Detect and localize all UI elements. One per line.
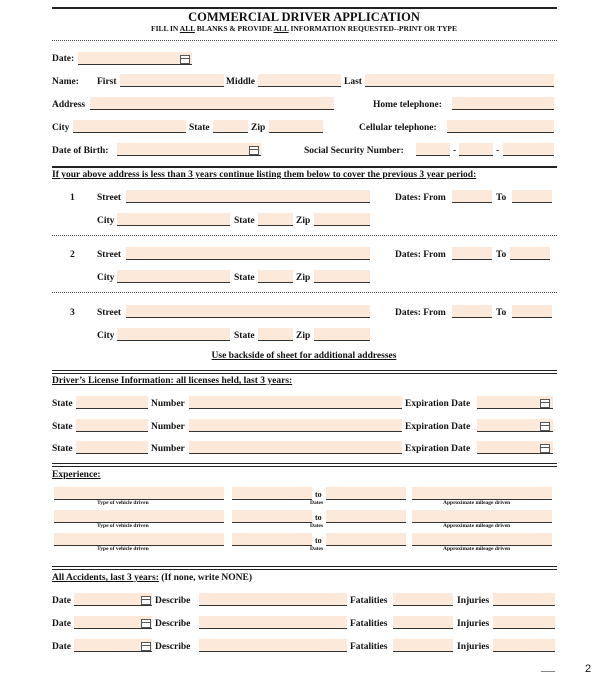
- describe-label: Describe: [155, 642, 191, 652]
- dates-from-field[interactable]: [452, 190, 492, 203]
- calendar-icon[interactable]: [249, 146, 259, 155]
- license-state-field[interactable]: [76, 396, 148, 409]
- to-label: To: [496, 193, 507, 203]
- subtitle-post: INFORMATION REQUESTED--PRINT OR TYPE: [288, 24, 457, 33]
- section-rule: [52, 166, 557, 168]
- injuries-field[interactable]: [493, 616, 555, 629]
- fatalities-label: Fatalities: [350, 619, 388, 629]
- entry-number: 1: [70, 193, 75, 203]
- mileage-caption: Approximate mileage driven: [443, 546, 511, 552]
- middle-label: Middle: [226, 77, 256, 87]
- dates-to-field[interactable]: [510, 247, 550, 260]
- describe-label: Describe: [155, 596, 191, 606]
- vehicle-type-caption: Type of vehicle driven: [97, 500, 149, 506]
- to-label: to: [315, 490, 322, 499]
- dates-from-label: Dates: From: [395, 308, 446, 318]
- to-label: to: [315, 513, 322, 522]
- cellular-telephone-field[interactable]: [447, 120, 554, 133]
- dob-field[interactable]: [117, 143, 261, 156]
- street-label: Street: [97, 250, 122, 260]
- describe-field[interactable]: [199, 639, 347, 652]
- address-field[interactable]: [90, 97, 334, 110]
- state-label: State: [234, 216, 255, 226]
- describe-field[interactable]: [199, 593, 347, 606]
- dates-to-field[interactable]: [512, 190, 552, 203]
- middle-name-field[interactable]: [258, 74, 341, 87]
- dates-from-field[interactable]: [452, 305, 492, 318]
- calendar-icon[interactable]: [141, 642, 151, 651]
- section-rule: [52, 463, 557, 464]
- accident-date-label: Date: [52, 619, 71, 629]
- state-field[interactable]: [258, 213, 293, 226]
- accident-date-label: Date: [52, 642, 71, 652]
- state-label: State: [234, 331, 255, 341]
- last-label: Last: [344, 77, 362, 87]
- injuries-label: Injuries: [457, 596, 490, 606]
- licenses-heading: Driver’s License Information: all licenses held, last 3 years:: [52, 376, 293, 386]
- first-name-field[interactable]: [120, 74, 224, 87]
- street-field[interactable]: [126, 247, 370, 260]
- top-rule: [52, 7, 557, 9]
- dates-to-field[interactable]: [326, 533, 406, 546]
- ssn-part-1-field[interactable]: [416, 143, 450, 156]
- subtitle-all-1: ALL: [179, 24, 195, 33]
- cellular-telephone-label: Cellular telephone:: [359, 123, 437, 133]
- subtitle-pre: FILL IN: [151, 24, 180, 33]
- last-name-field[interactable]: [365, 74, 554, 87]
- section-rule: [52, 566, 557, 567]
- fatalities-field[interactable]: [393, 639, 453, 652]
- license-number-label: Number: [151, 422, 185, 432]
- describe-label: Describe: [155, 619, 191, 629]
- ssn-separator: -: [453, 146, 457, 156]
- city-label: City: [97, 331, 115, 341]
- license-number-field[interactable]: [189, 396, 402, 409]
- section-rule: [52, 373, 557, 374]
- accidents-heading-note: (If none, write NONE): [158, 573, 253, 583]
- fatalities-label: Fatalities: [350, 596, 388, 606]
- dates-to-field[interactable]: [326, 487, 406, 500]
- injuries-label: Injuries: [457, 619, 490, 629]
- dates-from-field[interactable]: [452, 247, 492, 260]
- dates-to-field[interactable]: [512, 305, 552, 318]
- vehicle-type-field[interactable]: [54, 533, 224, 546]
- street-field[interactable]: [126, 305, 370, 318]
- city-field[interactable]: [117, 328, 230, 341]
- entry-divider: [52, 292, 557, 293]
- fatalities-field[interactable]: [393, 593, 453, 606]
- form-title: COMMERCIAL DRIVER APPLICATION: [188, 10, 420, 24]
- mileage-field[interactable]: [412, 487, 552, 500]
- calendar-icon[interactable]: [540, 422, 550, 431]
- street-label: Street: [97, 193, 122, 203]
- state-label: State: [234, 273, 255, 283]
- dates-from-field[interactable]: [232, 533, 312, 546]
- expiration-date-label: Expiration Date: [405, 444, 471, 454]
- ssn-part-3-field[interactable]: [503, 143, 554, 156]
- backside-note: Use backside of sheet for additional addresses: [211, 351, 397, 361]
- dates-from-label: Dates: From: [395, 250, 446, 260]
- experience-heading: Experience:: [52, 470, 101, 480]
- subtitle-mid: BLANKS & PROVIDE: [194, 24, 274, 33]
- zip-field[interactable]: [314, 213, 370, 226]
- vehicle-type-field[interactable]: [54, 487, 224, 500]
- first-label: First: [97, 77, 117, 87]
- state-field[interactable]: [258, 270, 293, 283]
- calendar-icon[interactable]: [180, 55, 190, 64]
- injuries-label: Injuries: [457, 642, 490, 652]
- city-label: City: [52, 123, 70, 133]
- zip-field[interactable]: [269, 120, 323, 133]
- to-label: to: [315, 536, 322, 545]
- zip-label: Zip: [296, 216, 311, 226]
- vehicle-type-caption: Type of vehicle driven: [97, 546, 149, 552]
- license-number-field[interactable]: [189, 419, 402, 432]
- dates-from-label: Dates: From: [395, 193, 446, 203]
- vehicle-type-field[interactable]: [54, 510, 224, 523]
- state-field[interactable]: [258, 328, 293, 341]
- dob-label: Date of Birth:: [52, 146, 109, 156]
- license-number-label: Number: [151, 444, 185, 454]
- to-label: To: [496, 308, 507, 318]
- ssn-label: Social Security Number:: [304, 146, 404, 156]
- city-label: City: [97, 216, 115, 226]
- license-number-label: Number: [151, 399, 185, 409]
- vehicle-type-caption: Type of vehicle driven: [97, 523, 149, 529]
- form-subtitle: [0, 24, 608, 33]
- dates-to-field[interactable]: [326, 510, 406, 523]
- home-telephone-label: Home telephone:: [373, 100, 442, 110]
- state-label: State: [189, 123, 210, 133]
- section-rule: [52, 569, 557, 570]
- entry-divider: [52, 235, 557, 236]
- ssn-separator: -: [496, 146, 500, 156]
- header-divider: [52, 40, 557, 41]
- to-label: To: [496, 250, 507, 260]
- name-label: Name:: [52, 77, 79, 87]
- license-state-label: State: [52, 444, 73, 454]
- injuries-field[interactable]: [493, 593, 555, 606]
- city-field[interactable]: [73, 120, 186, 133]
- street-label: Street: [97, 308, 122, 318]
- mileage-caption: Approximate mileage driven: [443, 523, 511, 529]
- expiration-date-label: Expiration Date: [405, 422, 471, 432]
- expiration-date-label: Expiration Date: [405, 399, 471, 409]
- dates-from-field[interactable]: [232, 487, 312, 500]
- license-state-label: State: [52, 422, 73, 432]
- mileage-caption: Approximate mileage driven: [443, 500, 511, 506]
- zip-field[interactable]: [314, 328, 370, 341]
- date-field[interactable]: [78, 52, 192, 65]
- city-label: City: [97, 273, 115, 283]
- street-field[interactable]: [126, 190, 370, 203]
- date-label: Date:: [52, 54, 75, 64]
- dates-caption: Dates: [310, 523, 324, 529]
- dates-caption: Dates: [310, 546, 324, 552]
- fatalities-field[interactable]: [393, 616, 453, 629]
- calendar-icon[interactable]: [540, 444, 550, 453]
- license-state-field[interactable]: [76, 441, 148, 454]
- zip-field[interactable]: [314, 270, 370, 283]
- accidents-heading: [52, 573, 252, 583]
- fatalities-label: Fatalities: [350, 642, 388, 652]
- entry-number: 3: [70, 308, 75, 318]
- mileage-field[interactable]: [412, 533, 552, 546]
- entry-number: 2: [70, 250, 75, 260]
- section-rule: [52, 466, 557, 467]
- license-number-field[interactable]: [189, 441, 402, 454]
- zip-label: Zip: [296, 273, 311, 283]
- injuries-field[interactable]: [493, 639, 555, 652]
- license-state-label: State: [52, 399, 73, 409]
- mileage-field[interactable]: [412, 510, 552, 523]
- home-telephone-field[interactable]: [452, 97, 554, 110]
- footer-mark: [541, 671, 555, 672]
- zip-label: Zip: [251, 123, 266, 133]
- section-rule: [52, 370, 557, 371]
- describe-field[interactable]: [199, 616, 347, 629]
- state-field[interactable]: [213, 120, 248, 133]
- accident-date-label: Date: [52, 596, 71, 606]
- city-field[interactable]: [117, 213, 230, 226]
- accidents-heading-text: All Accidents, last 3 years:: [52, 573, 159, 583]
- address-label: Address: [52, 100, 86, 110]
- calendar-icon[interactable]: [141, 619, 151, 628]
- ssn-part-2-field[interactable]: [459, 143, 493, 156]
- calendar-icon[interactable]: [540, 399, 550, 408]
- page-number: 2: [585, 663, 592, 675]
- subtitle-all-2: ALL: [273, 24, 289, 33]
- city-field[interactable]: [117, 270, 230, 283]
- calendar-icon[interactable]: [141, 596, 151, 605]
- prev-addresses-heading: If your above address is less than 3 years continue listing them below to cover the previous 3 year period:: [52, 170, 477, 180]
- license-state-field[interactable]: [76, 419, 148, 432]
- dates-caption: Dates: [310, 500, 324, 506]
- dates-from-field[interactable]: [232, 510, 312, 523]
- zip-label: Zip: [296, 331, 311, 341]
